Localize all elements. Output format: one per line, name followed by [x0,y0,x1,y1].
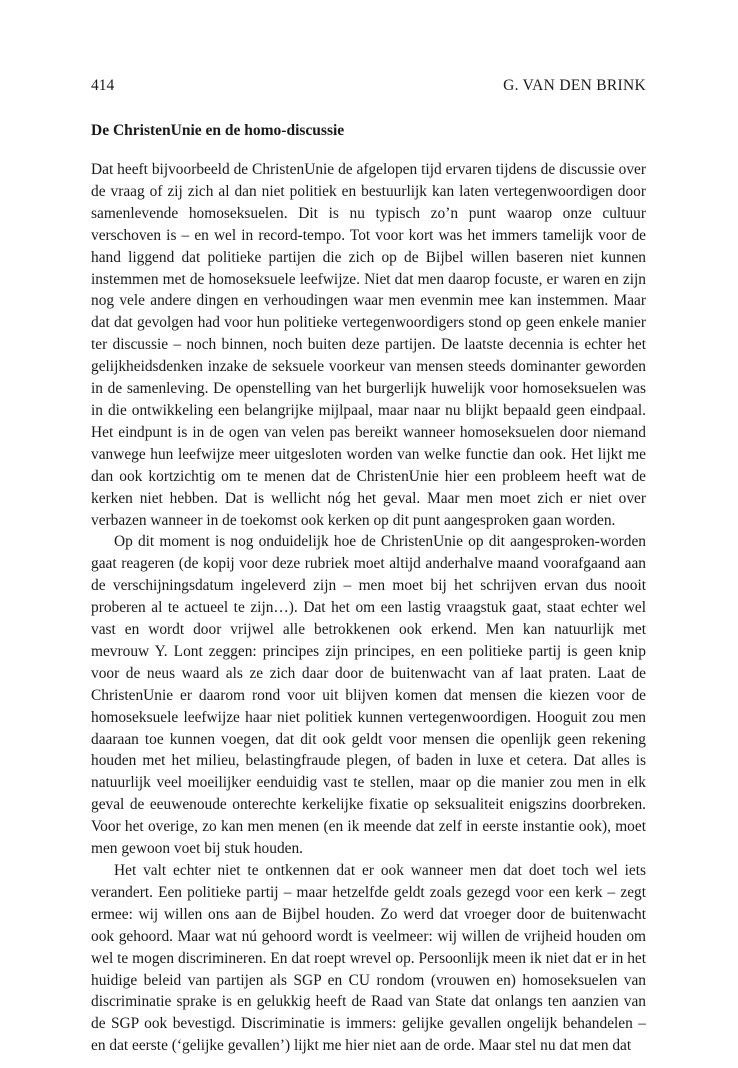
running-author: G. VAN DEN BRINK [503,77,646,94]
paragraph: Het valt echter niet te ontkennen dat er ook wanneer men dat doet toch wel iets verandert. Een politieke partij – maar hetzelfde geldt zoals gezegd voor een kerk – zegt ermee: wij willen ons aan de Bijbel houden. Zo werd dat vroeger door de buitenwacht ook gehoord. Maar wat nú gehoord wordt is veelmeer: wij willen de vrijheid houden om wel te mogen discrimineren. En dat roept wrevel op. Persoonlijk meen ik niet dat er in het huidige beleid van partijen als SGP en CU rondom (vrouwen en) homoseksuelen van discriminatie sprake is en gelukkig heeft de Raad van State dat onlangs ten aanzien van de SGP ook bevestigd. Discriminatie is immers: gelijke gevallen ongelijk behandelen – en dat eerste (‘gelijke gevallen’) lijkt me hier niet aan de orde. Maar stel nu dat men dat [91,862,646,1055]
running-header [91,74,646,98]
body-text [91,159,646,1057]
page-number: 414 [91,77,115,94]
paragraph: Op dit moment is nog onduidelijk hoe de ChristenUnie op dit aangesproken-worden gaat reageren (de kopij voor deze rubriek moet altijd anderhalve maand voorafgaand aan de verschijningsdatum ingeleverd zijn – men moet bij het schrijven ervan dus nooit proberen al te actueel te zijn…). Dat het om een lastig vraagstuk gaat, staat echter wel vast en wordt door vrijwel alle betrokkenen ook erkend. Men kan natuurlijk met mevrouw Y. Lont zeggen: principes zijn principes, en een politieke partij is geen knip voor de neus waard als ze zich daar door de buitenwacht van af laat praten. Laat de ChristenUnie er daarom rond voor uit blijven komen dat mensen die kiezen voor de homoseksuele leefwijze haar niet politiek kunnen vertegenwoordigen. Hooguit zou men daaraan toe kunnen voegen, dat dit ook geldt voor mensen die openlijk geen rekening houden met het milieu, belastingfraude plegen, of baden in luxe et cetera. Dat alles is natuurlijk veel moeilijker eenduidig vast te stellen, maar op die manier zou men in elk geval de eeuwenoude onterechte kerkelijke fixatie op seksualiteit enigszins doorbreken. Voor het overige, zo kan men menen (en ik meende dat zelf in eerste instantie ook), moet men gewoon voet bij stuk houden. [91,533,646,858]
section-heading: De ChristenUnie en de homo-discussie [91,122,345,139]
paragraph: Dat heeft bijvoorbeeld de ChristenUnie de afgelopen tijd ervaren tijdens de discussie over de vraag of zij zich al dan niet politiek en bestuurlijk kan laten vertegenwoordigen door samenlevende homoseksuelen. Dit is nu typisch zo’n punt waarop onze cultuur verschoven is – en wel in record-tempo. Tot voor kort was het immers tamelijk voor de hand liggend dat politieke partijen die zich op de Bijbel willen baseren niet kunnen instemmen met de homoseksuele leefwijze. Niet dat men daarop focuste, er waren en zijn nog vele andere dingen en verhoudingen waar men evenmin mee kan instemmen. Maar dat dat gevolgen had voor hun politieke vertegenwoordigers stond op geen enkele manier ter discussie – noch binnen, noch buiten deze partijen. De laatste decennia is echter het gelijkheidsdenken inzake de seksuele voorkeur van mensen steeds dominanter geworden in de samenleving. De openstelling van het burgerlijk huwelijk voor homoseksuelen was in die ontwikkeling een belangrijke mijlpaal, maar naar nu blijkt bepaald geen eindpaal. Het eindpunt is in de ogen van velen pas bereikt wanneer homoseksuelen door niemand vanwege hun leefwijze meer uitgesloten worden van welke functie dan ook. Het lijkt me dan ook kortzichtig om te menen dat de ChristenUnie hier een probleem heeft wat de kerken niet hebben. Dat is wellicht nóg het geval. Maar men moet zich er niet over verbazen wanneer in de toekomst ook kerken op dit punt aangesproken gaan worden. [91,161,646,529]
